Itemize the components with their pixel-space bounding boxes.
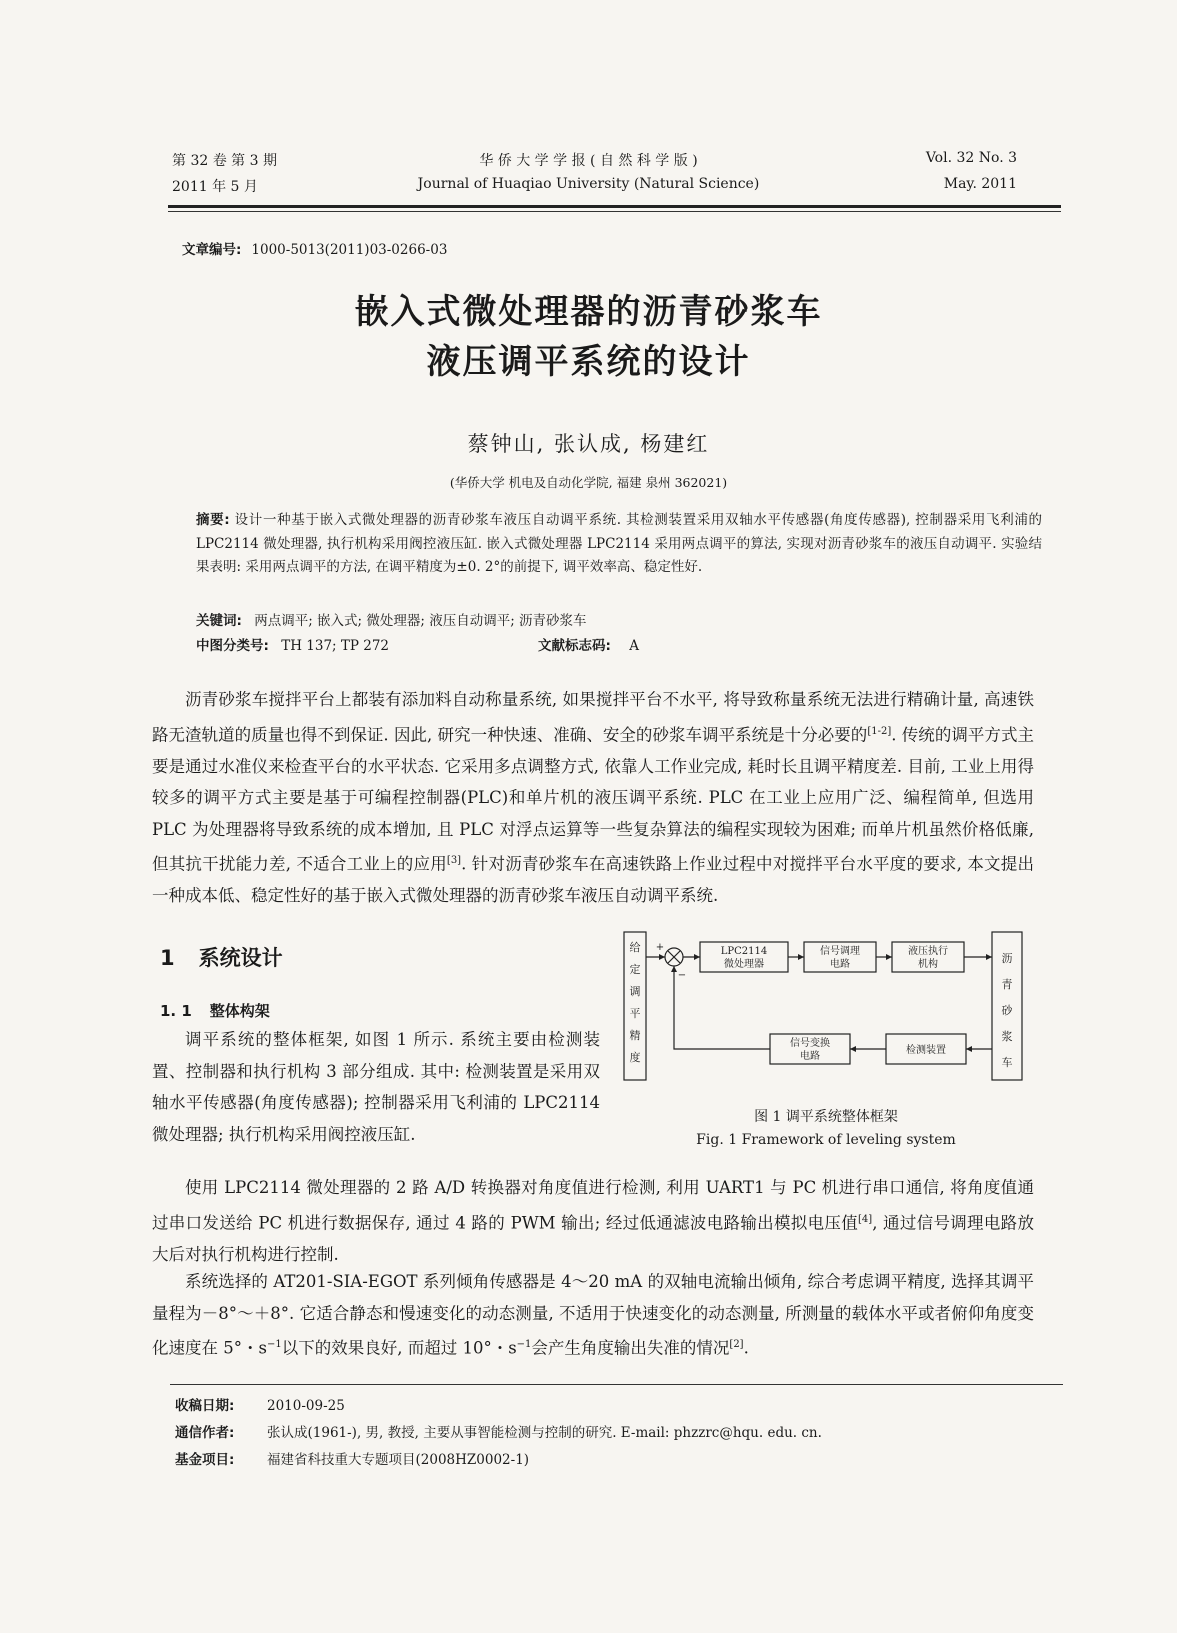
diagram-text: 砂 <box>1001 1004 1013 1017</box>
section-paragraph-3 <box>152 1266 1034 1364</box>
paragraph-text: . <box>743 1338 749 1358</box>
abstract-label: 摘要: <box>196 512 230 528</box>
citation: [4] <box>858 1213 873 1225</box>
intro-text-b: . 传统的调平方式主要是通过水准仪来检查平台的水平状态. 它采用多点调整方式, 依靠人工作业完成, 耗时长且调平精度差. 目前, 工业上用得较多的调平方式主要是基于可编程控制器(PLC)和单片机的液压调平系统. PLC 在工业上应用广泛、编程简单, 但选用 PLC 为处理器将导致系统的成本增加, 且 PLC 对浮点运算等一些复杂算法的编程实现较为困难; 而单片机虽然价格低廉, 但其抗干扰能力差, 不适合工业上的应用 <box>152 725 1034 874</box>
section-title: 系统设计 <box>198 946 283 970</box>
header-rule <box>168 205 1061 208</box>
diagram-text: 检测装置 <box>906 1045 946 1056</box>
diagram-text: LPC2114 <box>720 946 768 957</box>
keywords-value: 两点调平; 嵌入式; 微处理器; 液压自动调平; 沥青砂浆车 <box>254 613 587 629</box>
citation: [1-2] <box>867 725 892 737</box>
citation: [2] <box>729 1339 744 1350</box>
classification-label: 中图分类号: <box>196 638 269 654</box>
document-code-label: 文献标志码: <box>538 638 611 654</box>
framework-diagram <box>620 926 1032 1086</box>
figure-caption-en: Fig. 1 Framework of leveling system <box>696 1132 956 1148</box>
article-number-value: 1000-5013(2011)03-0266-03 <box>251 242 448 258</box>
diagram-text: 电路 <box>830 959 850 970</box>
title-line-1: 嵌入式微处理器的沥青砂浆车 <box>354 292 823 332</box>
superscript: −1 <box>516 1339 532 1350</box>
diagram-text: 微处理器 <box>724 959 764 970</box>
diagram-text: 电路 <box>800 1051 820 1062</box>
abstract-text: 设计一种基于嵌入式微处理器的沥青砂浆车液压自动调平系统. 其检测装置采用双轴水平传感器(角度传感器), 控制器采用飞利浦的 LPC2114 微处理器, 执行机构采用阀控液压缸. 嵌入式微处理器 LPC2114 采用两点调平的算法, 实现对沥青砂浆车的液压自动调平. 实验结果表明: 采用两点调平的方法, 在调平精度为±0. 2°的前提下, 调平效率高、稳定性好. <box>196 512 1042 575</box>
footnote-value: 张认成(1961-), 男, 教授, 主要从事智能检测与控制的研究. E-mail: phzzrc@hqu. edu. cn. <box>267 1425 822 1441</box>
article-number-label: 文章编号: <box>182 242 242 258</box>
footnote-received <box>175 1394 345 1414</box>
footnote-rule <box>170 1384 1063 1385</box>
diagram-text: 液压执行 <box>908 946 948 957</box>
diagram-text: 青 <box>1001 978 1013 991</box>
diagram-text: 定 <box>629 963 641 976</box>
header-date-en: May. 2011 <box>943 176 1017 192</box>
diagram-text: 平 <box>629 1007 641 1020</box>
section-number: 1 <box>160 946 175 970</box>
superscript: −1 <box>266 1339 282 1350</box>
header-date-cn: 2011 年 5 月 <box>172 179 258 195</box>
paragraph-text: 使用 LPC2114 微处理器的 2 路 A/D 转换器对角度值进行检测, 利用 UART1 与 PC 机进行串口通信, 将角度值通过串口发送给 PC 机进行数据保存, 通过 4 路的 PWM 输出; 经过低通滤波电路输出模拟电压值 <box>152 1178 1034 1232</box>
plus-sign: + <box>655 942 665 953</box>
footnote-label: 通信作者: <box>175 1425 235 1441</box>
paragraph-text: 会产生角度输出失准的情况 <box>531 1338 730 1358</box>
paragraph-text: , 通过信号调理电路放大后对执行机构进行控制. <box>152 1213 1034 1264</box>
intro-text-a: 沥青砂浆车搅拌平台上都装有添加料自动称量系统, 如果搅拌平台不水平, 将导致称量系统无法进行精确计量, 高速铁路无渣轨道的质量也得不到保证. 因此, 研究一种快速、准确、安全的砂浆车调平系统是十分必要的 <box>152 690 1034 744</box>
footnote-label: 基金项目: <box>175 1452 235 1468</box>
abstract <box>196 509 1042 580</box>
header-volume-en: Vol. 32 No. 3 <box>925 150 1017 166</box>
diagram-text: 信号调理 <box>820 946 860 957</box>
document-code-value: A <box>629 638 639 654</box>
intro-text-c: . 针对沥青砂浆车在高速铁路上作业过程中对搅拌平台水平度的要求, 本文提出一种成本低、稳定性好的基于嵌入式微处理器的沥青砂浆车液压自动调平系统. <box>152 854 1034 905</box>
diagram-text: 精 <box>629 1029 641 1042</box>
section-paragraph-2 <box>152 1172 1034 1270</box>
diagram-text: 信号变换 <box>790 1038 830 1049</box>
section-paragraph-1: 调平系统的整体框架, 如图 1 所示. 系统主要由检测装置、控制器和执行机构 3 部分组成. 其中: 检测装置是采用双轴水平传感器(角度传感器); 控制器采用飞利浦的 LPC2114 微处理器; 执行机构采用阀控液压缸. <box>152 1030 600 1144</box>
diagram-text: 浆 <box>1001 1030 1013 1043</box>
diagram-text: 沥 <box>1001 952 1013 965</box>
diagram-text: 度 <box>629 1051 641 1064</box>
header-rule-thin <box>168 211 1061 212</box>
authors: 蔡钟山, 张认成, 杨建红 <box>467 432 710 456</box>
citation: [3] <box>446 855 462 866</box>
diagram-text: 车 <box>1001 1056 1013 1069</box>
minus-sign: − <box>677 970 687 981</box>
diagram-text: 给 <box>629 941 641 954</box>
subsection-title: 整体构架 <box>209 1002 270 1020</box>
footnote-author <box>175 1421 822 1441</box>
footnote-label: 收稿日期: <box>175 1398 235 1414</box>
paragraph-text: 以下的效果良好, 而超过 10°・s <box>281 1338 517 1358</box>
subsection-number: 1. 1 <box>160 1002 192 1020</box>
header-volume-cn: 第 32 卷 第 3 期 <box>172 153 277 169</box>
footnote-value: 福建省科技重大专题项目(2008HZ0002-1) <box>267 1452 530 1468</box>
document-code <box>538 634 639 654</box>
article-number <box>182 238 447 258</box>
diagram-text: 调 <box>629 985 641 998</box>
section-heading <box>160 942 283 972</box>
keywords-label: 关键词: <box>196 613 242 629</box>
paragraph-text: 系统选择的 AT201-SIA-EGOT 系列倾角传感器是 4～20 mA 的双轴电流输出倾角, 综合考虑调平精度, 选择其调平量程为－8°～＋8°. 它适合静态和慢速变化的动态测量, 不适用于快速变化的动态测量, 所测量的载体水平或者俯仰角度变化速度在 5°・s <box>152 1272 1034 1358</box>
diagram-text: 机构 <box>918 959 938 970</box>
header-journal-cn: 华 侨 大 学 学 报 ( 自 然 科 学 版 ) <box>479 153 698 169</box>
classification <box>196 634 389 654</box>
figure-caption-cn: 图 1 调平系统整体框架 <box>754 1109 898 1125</box>
intro-paragraph <box>152 684 1034 912</box>
classification-value: TH 137; TP 272 <box>281 638 390 654</box>
header-journal-en: Journal of Huaqiao University (Natural Science) <box>417 176 760 192</box>
title-line-2: 液压调平系统的设计 <box>426 342 751 382</box>
footnote-fund <box>175 1448 529 1468</box>
footnote-value: 2010-09-25 <box>267 1398 345 1414</box>
keywords <box>196 609 587 629</box>
subsection-heading <box>160 1000 270 1021</box>
affiliation: (华侨大学 机电及自动化学院, 福建 泉州 362021) <box>449 475 728 490</box>
